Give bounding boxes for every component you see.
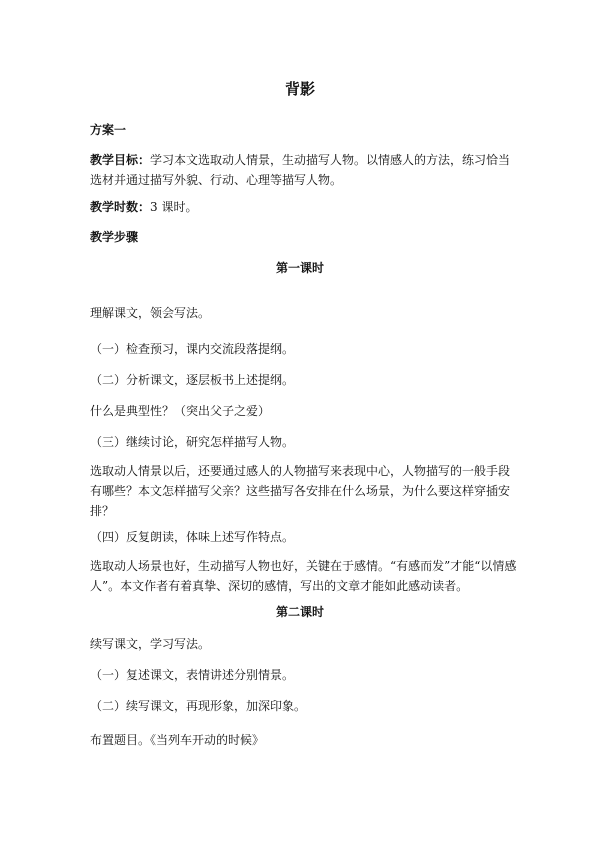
lesson1-heading: 第一课时 [275,261,324,275]
lesson1-step1: （一）检查预习，课内交流段落提纲。 [90,342,295,356]
plan-heading: 方案一 [90,123,127,137]
teaching-hours-label: 教学时数： [90,200,151,214]
lesson1-step3: （三）继续讨论，研究怎样描写人物。 [90,435,295,449]
lesson1-intro: 理解课文，领会写法。 [90,306,211,320]
lesson2-step2: （二）续写课文，再现形象，加深印象。 [90,699,307,713]
lesson2-step1: （一）复述课文，表情讲述分别情景。 [90,668,295,682]
lesson1-paragraph2: 选取动人场景也好，生动描写人物也好，关键在于感情。“有感而发”才能“以情感人”。本文作者有着真挚、深切的感情，写出的文章才能如此感动读者。 [90,559,517,593]
teaching-hours-text: 3 课时。 [150,200,198,214]
lesson2-heading: 第二课时 [275,605,324,619]
teaching-goal-label: 教学目标： [90,153,151,167]
teaching-hours [90,197,520,217]
teaching-goal [90,150,520,190]
lesson1-question: 什么是典型性？（突出父子之爱） [90,404,271,418]
document-title: 背影 [284,80,315,98]
teaching-steps-label: 教学步骤 [90,230,139,244]
lesson1-step2: （二）分析课文，逐层板书上述提纲。 [90,373,295,387]
teaching-goal-text: 学习本文选取动人情景，生动描写人物。以情感人的方法，练习恰当选材并通过描写外貌、行动、心理等描写人物。 [90,153,511,187]
lesson1-step4: （四）反复朗读，体味上述写作特点。 [90,530,295,544]
lesson2-intro: 续写课文，学习写法。 [90,637,211,651]
lesson1-paragraph1: 选取动人情景以后，还要通过感人的人物描写来表现中心，人物描写的一般手段有哪些？本文怎样描写父亲？这些描写各安排在什么场景，为什么要这样穿插安排？ [90,464,511,518]
lesson2-assignment: 布置题目。《当列车开动的时候》 [90,733,265,747]
